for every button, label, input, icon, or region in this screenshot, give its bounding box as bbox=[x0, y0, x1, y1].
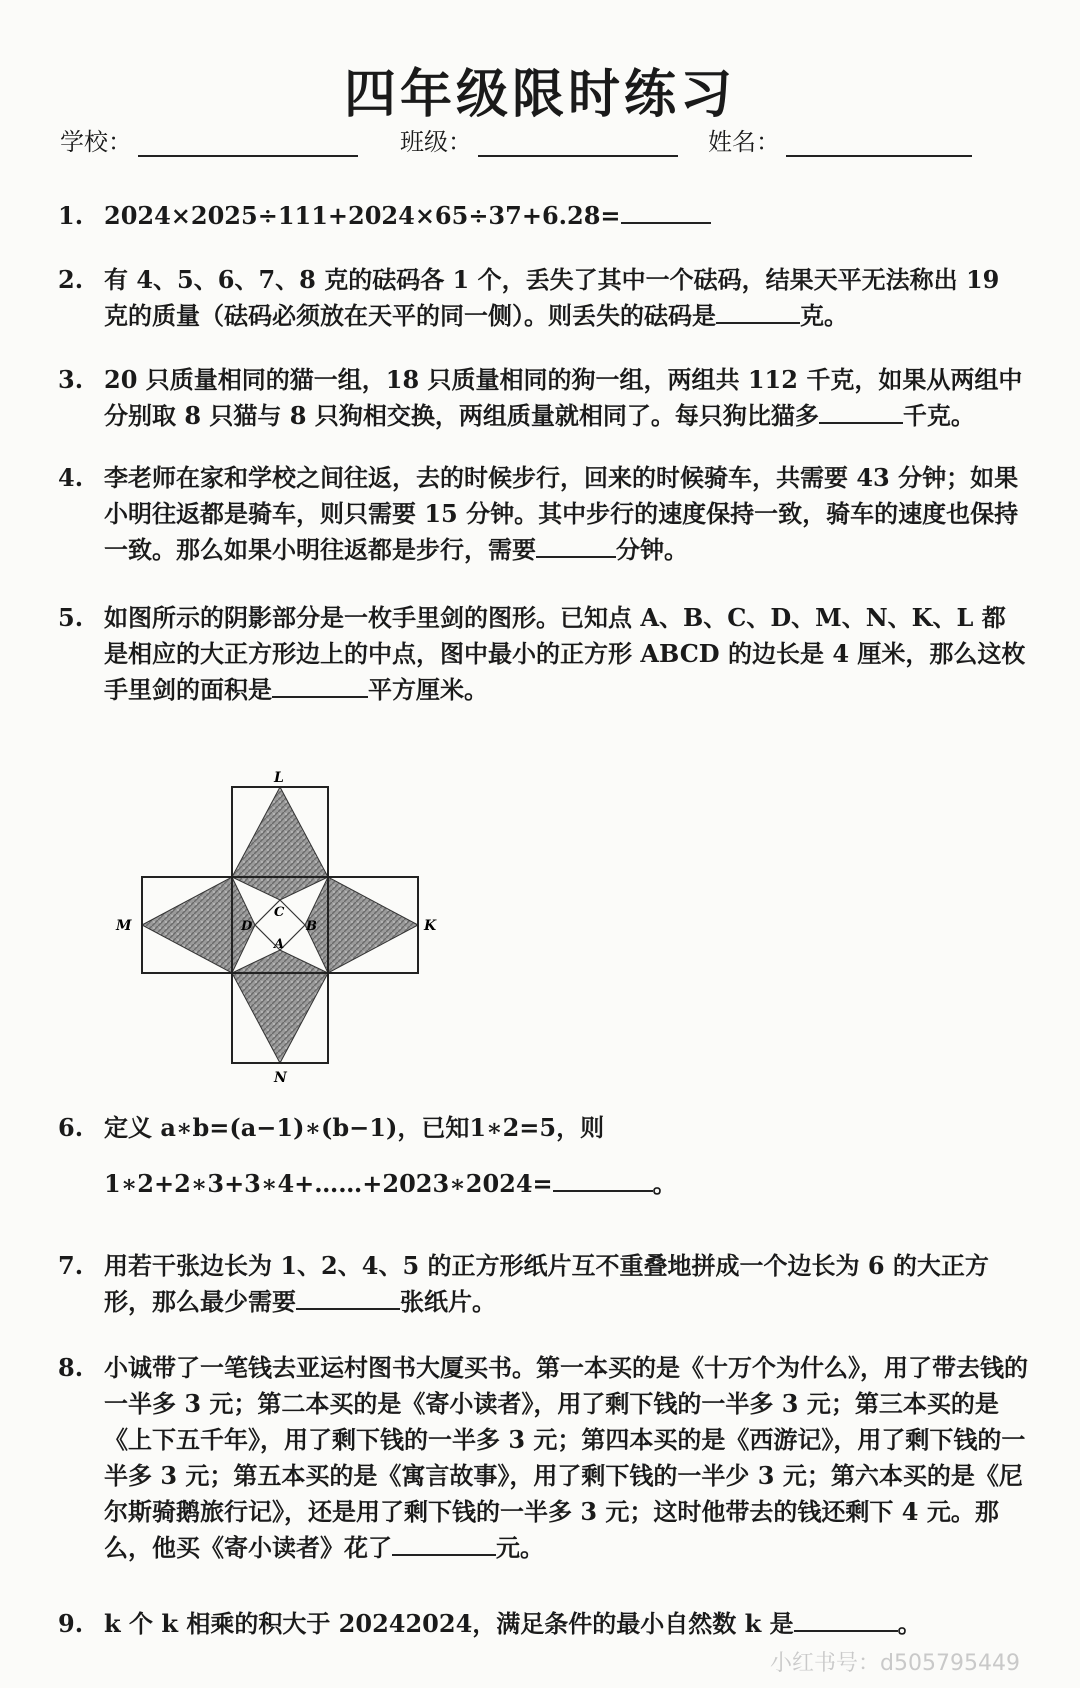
question-unit: 。 bbox=[652, 1169, 677, 1198]
answer-blank[interactable] bbox=[392, 1530, 496, 1556]
question-text: 李老师在家和学校之间往返，去的时候步行，回来的时候骑车，共需要 43 分钟；如果小明往返都是骑车，则只需要 15 分钟。其中步行的速度保持一致，骑车的速度也保持一致。那么如果小明往返都是步行，需要 bbox=[104, 463, 1019, 564]
question-unit: 平方厘米。 bbox=[368, 675, 488, 704]
school-blank[interactable] bbox=[138, 129, 358, 157]
label-c: C bbox=[274, 905, 285, 920]
question-text: 有 4、5、6、7、8 克的砝码各 1 个，丢失了其中一个砝码，结果天平无法称出 19 克的质量（砝码必须放在天平的同一侧）。则丢失的砝码是 bbox=[104, 265, 1000, 330]
class-blank[interactable] bbox=[478, 129, 678, 157]
label-k: K bbox=[424, 918, 437, 934]
label-b: B bbox=[306, 919, 317, 934]
page-title: 四年级限时练习 bbox=[343, 65, 736, 125]
label-a: A bbox=[274, 937, 285, 952]
question-number: 8. bbox=[58, 1353, 84, 1382]
question-1 bbox=[58, 198, 1028, 234]
question-5 bbox=[58, 600, 1028, 708]
answer-blank[interactable] bbox=[296, 1284, 400, 1310]
question-text: 20 只质量相同的猫一组，18 只质量相同的狗一组，两组共 112 千克，如果从两组中分别取 8 只猫与 8 只狗相交换，两组质量就相同了。每只狗比猫多 bbox=[104, 365, 1023, 430]
question-number: 6. bbox=[58, 1113, 84, 1142]
header-fields bbox=[60, 122, 1040, 162]
class-label: 班级： bbox=[400, 128, 472, 156]
question-9 bbox=[58, 1606, 1028, 1642]
question-number: 2. bbox=[58, 265, 84, 294]
answer-blank[interactable] bbox=[536, 532, 616, 558]
question-number: 7. bbox=[58, 1251, 84, 1280]
question-8 bbox=[58, 1350, 1028, 1566]
label-l: L bbox=[274, 770, 284, 786]
question-unit: 分钟。 bbox=[616, 535, 688, 564]
question-3 bbox=[58, 362, 1028, 434]
question-7 bbox=[58, 1248, 1028, 1320]
answer-blank[interactable] bbox=[819, 398, 903, 424]
answer-blank[interactable] bbox=[553, 1166, 653, 1192]
question-text: k 个 k 相乘的积大于 20242024，满足条件的最小自然数 k 是 bbox=[104, 1609, 794, 1638]
blade-right bbox=[305, 877, 418, 973]
question-text: 小诚带了一笔钱去亚运村图书大厦买书。第一本买的是《十万个为什么》，用了带去钱的一半多 3 元；第二本买的是《寄小读者》，用了剩下钱的一半多 3 元；第三本买的是《上下五千年》，用了剩下钱的一半多 3 元；第四本买的是《西游记》，用了剩下钱的一半多 3 元；第五本买的是《寓言故事》，用了剩下钱的一半少 3 元；第六本买的是《尼尔斯骑鹅旅行记》，还是用了剩下钱的一半多 3 元；这时他带去的钱还剩下 4 元。那么，他买《寄小读者》花了 bbox=[104, 1353, 1028, 1562]
question-number: 1. bbox=[58, 201, 84, 230]
answer-blank[interactable] bbox=[621, 198, 711, 224]
question-number: 3. bbox=[58, 365, 84, 394]
answer-blank[interactable] bbox=[716, 298, 800, 324]
blade-top bbox=[232, 787, 328, 900]
blade-left bbox=[142, 877, 255, 973]
question-number: 5. bbox=[58, 603, 84, 632]
question-formula: 1∗2+2∗3+3∗4+……+2023∗2024= bbox=[104, 1169, 553, 1198]
shuriken-diagram bbox=[110, 770, 450, 1090]
question-text: 定义 a∗b=(a−1)∗(b−1)，已知1∗2=5，则 bbox=[104, 1113, 605, 1142]
question-unit: 千克。 bbox=[902, 401, 975, 430]
label-n: N bbox=[274, 1070, 287, 1086]
answer-blank[interactable] bbox=[794, 1606, 898, 1632]
question-number: 9. bbox=[58, 1609, 84, 1638]
question-text: 2024×2025÷111+2024×65÷37+6.28= bbox=[104, 201, 621, 230]
answer-blank[interactable] bbox=[272, 672, 368, 698]
question-4 bbox=[58, 460, 1028, 568]
question-6 bbox=[58, 1110, 1028, 1202]
watermark: 小红书号：d505795449 bbox=[770, 1651, 1020, 1676]
name-blank[interactable] bbox=[786, 129, 972, 157]
question-2 bbox=[58, 262, 1028, 334]
label-d: D bbox=[241, 919, 253, 934]
question-unit: 克。 bbox=[800, 301, 848, 330]
class-field bbox=[400, 122, 678, 157]
question-unit: 张纸片。 bbox=[400, 1287, 496, 1316]
blade-bottom bbox=[232, 950, 328, 1063]
question-text: 如图所示的阴影部分是一枚手里剑的图形。已知点 A、B、C、D、M、N、K、L 都是相应的大正方形边上的中点，图中最小的正方形 ABCD 的边长是 4 厘米，那么这枚手里剑的面积是 bbox=[104, 603, 1026, 704]
shuriken-figure bbox=[110, 770, 450, 1090]
name-label: 姓名： bbox=[708, 128, 780, 156]
question-number: 4. bbox=[58, 463, 84, 492]
school-label: 学校： bbox=[60, 128, 132, 156]
label-m: M bbox=[116, 918, 132, 934]
question-unit: 元。 bbox=[496, 1533, 544, 1562]
question-text: 用若干张边长为 1、2、4、5 的正方形纸片互不重叠地拼成一个边长为 6 的大正方形，那么最少需要 bbox=[104, 1251, 989, 1316]
question-unit: 。 bbox=[897, 1609, 922, 1638]
name-field bbox=[708, 122, 972, 157]
school-field bbox=[60, 122, 358, 157]
